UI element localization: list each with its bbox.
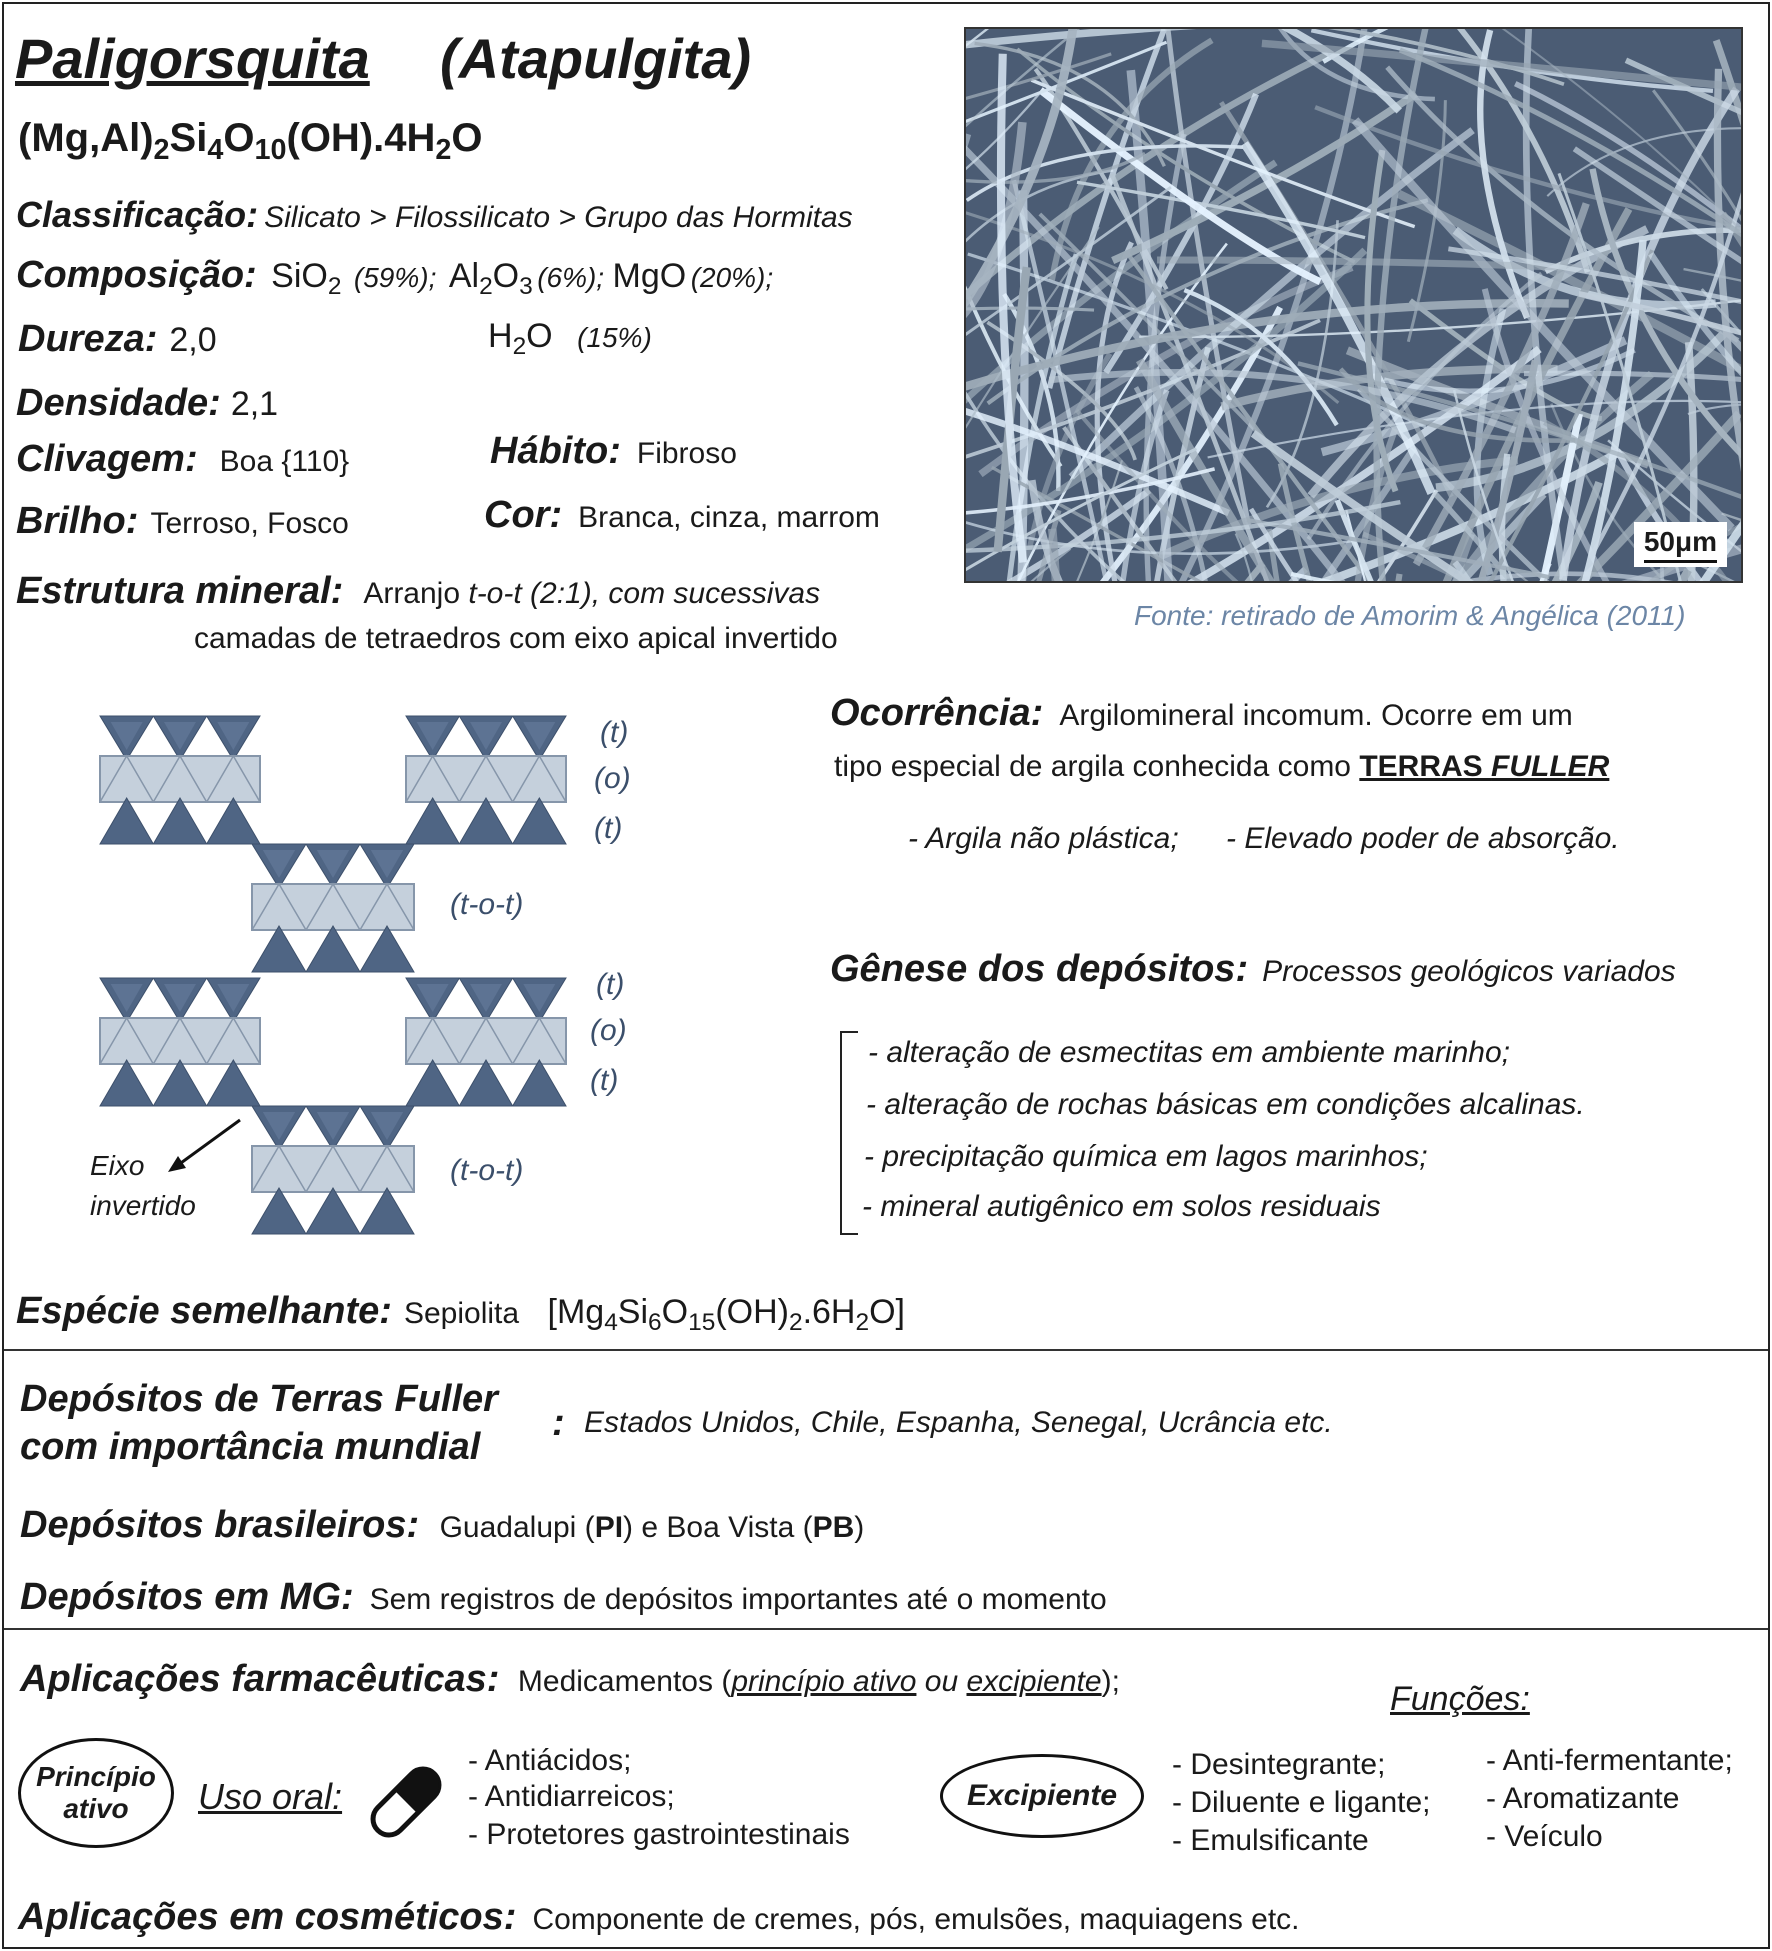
tetrahedron xyxy=(100,1060,153,1106)
tot-block xyxy=(406,716,566,844)
principio-ativo-oval: Princípio ativo xyxy=(18,1738,174,1848)
genese-item: - precipitação química em lagos marinhos; xyxy=(864,1140,1428,1173)
tetrahedron xyxy=(513,1060,566,1106)
chemical-formula: $(Mg,Al)_2Si_4O_{10}(OH).4H_2O$ xyxy=(18,116,483,167)
densidade-row: Densidade: 2,1 xyxy=(16,382,279,424)
tetrahedron xyxy=(406,1060,459,1106)
funcoes-title: Funções: xyxy=(1390,1680,1530,1718)
uso-item: - Antiácidos; xyxy=(468,1744,632,1777)
estrutura-row: Estrutura mineral: Arranjo t-o-t (2:1), com sucessivas xyxy=(16,570,821,612)
ocorrencia-bullet-1: - Argila não plástica; xyxy=(908,822,1179,855)
depositos-mundial-l2: com importância mundial xyxy=(20,1426,481,1468)
label-o-2: (o) xyxy=(590,1014,627,1047)
tetrahedron xyxy=(207,1060,260,1106)
label-tot-1: (t-o-t) xyxy=(450,888,524,921)
tetrahedron xyxy=(459,798,512,844)
sem-photo xyxy=(964,27,1743,583)
section-divider xyxy=(4,1349,1768,1351)
estrutura-row-2: camadas de tetraedros com eixo apical invertido xyxy=(194,622,838,655)
capsule-icon xyxy=(360,1756,452,1848)
tetrahedron xyxy=(100,798,153,844)
depositos-mundial-colon: : xyxy=(552,1402,565,1444)
composicao-row: Composição: SiO$_2$ (59%); $Al_2O_3$ (6%); MgO (20%); xyxy=(16,254,774,300)
tetrahedron xyxy=(207,798,260,844)
tot-block xyxy=(406,978,566,1106)
axis-arrow-head xyxy=(168,1156,186,1172)
uso-item: - Antidiarreicos; xyxy=(468,1780,675,1813)
tetrahedron xyxy=(306,1188,360,1234)
ocorrencia-row-2: tipo especial de argila conhecida como TERRAS FULLER xyxy=(834,750,1610,783)
axis-label-2: invertido xyxy=(90,1190,196,1221)
label-t-2: (t) xyxy=(594,812,623,845)
composicao-h2o: $H_2O$ (15%) xyxy=(488,317,652,360)
genese-item: - alteração de esmectitas em ambiente marinho; xyxy=(868,1036,1510,1069)
mineral-alt-name: (Atapulgita) xyxy=(440,27,752,90)
funcao-item: - Aromatizante xyxy=(1486,1782,1680,1815)
photo-source: Fonte: retirado de Amorim & Angélica (2011) xyxy=(1134,600,1686,631)
tetrahedron xyxy=(406,798,459,844)
genese-row: Gênese dos depósitos: Processos geológicos variados xyxy=(830,948,1676,990)
tetrahedron xyxy=(360,926,414,972)
uso-item: - Protetores gastrointestinais xyxy=(468,1818,850,1851)
ocorrencia-row: Ocorrência: Argilomineral incomum. Ocorre em um xyxy=(830,692,1573,734)
scale-bar: 50μm xyxy=(1634,522,1727,567)
tot-block xyxy=(252,844,414,972)
farma-row: Aplicações farmacêuticas: Medicamentos (princípio ativo ou excipiente); xyxy=(20,1658,1120,1700)
tot-block xyxy=(252,1106,414,1234)
tot-block xyxy=(100,716,260,844)
ocorrencia-bullet-2: - Elevado poder de absorção. xyxy=(1226,822,1620,855)
tetrahedron xyxy=(153,798,206,844)
genese-item: - mineral autigênico em solos residuais xyxy=(862,1190,1381,1223)
octahedral-layer xyxy=(100,756,260,802)
funcao-item: - Diluente e ligante; xyxy=(1172,1786,1431,1819)
funcao-item: - Anti-fermentante; xyxy=(1486,1744,1733,1777)
octahedral-layer xyxy=(406,1018,566,1064)
funcao-item: - Emulsificante xyxy=(1172,1824,1369,1857)
tetrahedron xyxy=(252,1188,306,1234)
especie-row: Espécie semelhante: Sepiolita $[Mg_4Si_6O_{15}(OH)_2.6H_2O]$ xyxy=(16,1290,906,1336)
axis-label-1: Eixo xyxy=(90,1150,145,1181)
genese-item: - alteração de rochas básicas em condições alcalinas. xyxy=(866,1088,1585,1121)
funcao-item: - Veículo xyxy=(1486,1820,1603,1853)
tetrahedron xyxy=(306,926,360,972)
funcao-item: - Desintegrante; xyxy=(1172,1748,1386,1781)
octahedral-layer xyxy=(100,1018,260,1064)
label-o-1: (o) xyxy=(594,762,631,795)
depositos-br-row: Depósitos brasileiros: Guadalupi (PI) e Boa Vista (PB) xyxy=(20,1504,865,1546)
uso-oral-label: Uso oral: xyxy=(198,1776,343,1817)
tetrahedron xyxy=(513,798,566,844)
depositos-mg-row: Depósitos em MG: Sem registros de depósitos importantes até o momento xyxy=(20,1576,1107,1618)
tetrahedron xyxy=(252,926,306,972)
octahedral-layer xyxy=(252,1146,414,1192)
genese-bracket xyxy=(840,1031,858,1235)
label-t-4: (t) xyxy=(590,1064,619,1097)
mineral-name: Paligorsquita xyxy=(15,27,370,90)
octahedral-layer xyxy=(252,884,414,930)
depositos-mundial-value: Estados Unidos, Chile, Espanha, Senegal, Ucrância etc. xyxy=(584,1406,1333,1439)
fiber-texture xyxy=(966,29,1743,583)
excipiente-oval: Excipiente xyxy=(940,1754,1144,1838)
classificacao-row: Classificação: Silicato > Filossilicato > Grupo das Hormitas xyxy=(16,194,853,235)
dureza-row: Dureza: 2,0 xyxy=(18,318,217,360)
brilho-row: Brilho: Terroso, Fosco xyxy=(16,500,349,542)
octahedral-layer xyxy=(406,756,566,802)
cor-row: Cor: Branca, cinza, marrom xyxy=(484,494,880,536)
habito-row: Hábito: Fibroso xyxy=(490,430,737,472)
label-tot-2: (t-o-t) xyxy=(450,1154,524,1187)
tetrahedron xyxy=(360,1188,414,1234)
tetrahedron xyxy=(153,1060,206,1106)
tetrahedron xyxy=(459,1060,512,1106)
depositos-mundial-l1: Depósitos de Terras Fuller xyxy=(20,1378,498,1420)
axis-arrow-line xyxy=(174,1120,240,1168)
clivagem-row: Clivagem: Boa {110} xyxy=(16,438,350,480)
section-divider xyxy=(4,1628,1768,1630)
mineral-sheet xyxy=(2,2,1770,1949)
label-t-1: (t) xyxy=(600,716,629,749)
cosmeticos-row: Aplicações em cosméticos: Componente de cremes, pós, emulsões, maquiagens etc. xyxy=(18,1896,1300,1938)
label-t-3: (t) xyxy=(596,968,625,1001)
tot-block xyxy=(100,978,260,1106)
